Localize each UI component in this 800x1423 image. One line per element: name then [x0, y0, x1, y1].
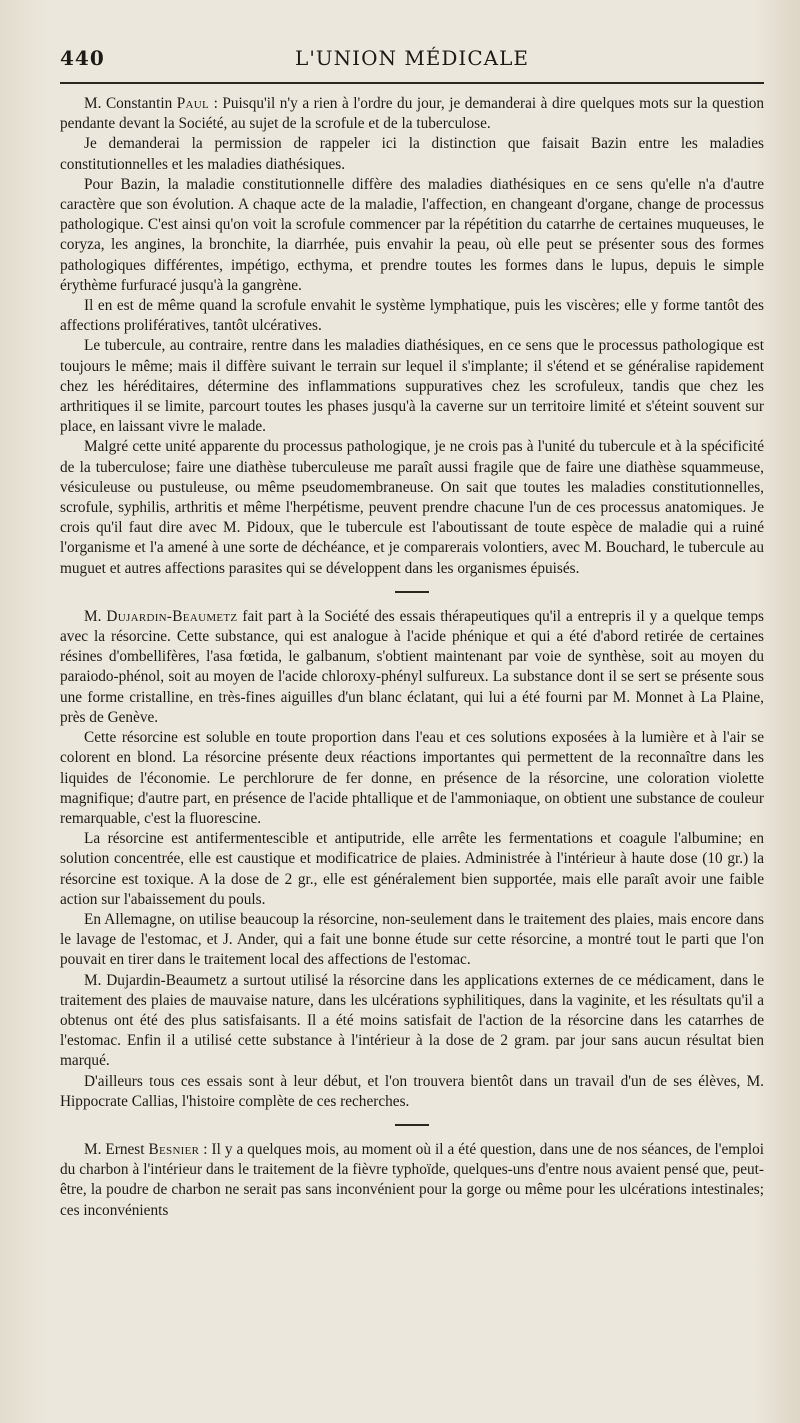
paragraph — [60, 607, 764, 728]
journal-title: L'UNION MÉDICALE — [295, 46, 529, 70]
paragraph-text: fait part à la Société des essais thérapeutiques qu'il a entrepris il y a quelque temps avec la résorcine. Cette substance, qui est analogue à l'acide phénique et qui a été d'abord retirée de certaines résines d'ombellifères, l'asa fœtida, le galbanum, s'obtient maintenant par voie de synthèse, soit au moyen du paraiodo-phénol, soit au moyen de l'acide chloroxy-phényl sulfureux. La substance dont il se sert se présente sous une forme cristalline, en très-fines aiguilles d'un blanc éclatant, qui lui a été fourni par M. Monnet à La Plaine, près de Genève. — [60, 607, 764, 726]
article-body — [60, 94, 764, 1221]
paragraph: Il en est de même quand la scrofule envahit le système lymphatique, puis les viscères; elle y forme tantôt des affections prolifératives, tantôt ulcératives. — [60, 297, 764, 335]
paragraph: M. Dujardin-Beaumetz a surtout utilisé la résorcine dans les applications externes de ce médicament, dans le traitement des plaies de mauvaise nature, dans les ulcérations syphilitiques, dans la vaginite, et les résultats qu'il a obtenus ont été des plus satisfaisants. Il a été moins satisfait de l'action de la résorcine dans les catarrhes de l'estomac. Enfin il a utilisé cette substance à l'intérieur à la dose de 2 gram. par jour sans aucun résultat bien marqué. — [60, 971, 764, 1070]
paragraph: Malgré cette unité apparente du processus pathologique, je ne crois pas à l'unité du tubercule et à la spécificité de la tuberculose; faire une diathèse tuberculeuse me paraît aussi fragile que de faire une diathèse squammeuse, vésiculeuse ou pustuleuse, ou même pseudomembraneuse. On sait que toutes les maladies constitutionnelles, scrofule, syphilis, arthritis et même l'herpétisme, peuvent prendre chacune l'un de ces processus anatomiques. Je crois qu'il faut dire avec M. Pidoux, que le tubercule est l'aboutissant de toute espèce de maladie qui a ruiné l'organisme et l'a amené à une sorte de déchéance, et je comparerais volontiers, avec M. Bouchard, le tubercule au muguet et autres affections parasites qui se développent dans les organismes épuisés. — [60, 438, 764, 577]
section-separator — [395, 591, 429, 593]
paragraph: La résorcine est antifermentescible et antiputride, elle arrête les fermentations et coagule l'albumine; en solution concentrée, elle est caustique et modificatrice de plaies. Administrée à l'intérieur à haute dose (10 gr.) la résorcine est toxique. A la dose de 2 gr., elle est généralement bien supportée, mais elle paraît avoir une faible action sur l'abaissement du pouls. — [60, 830, 764, 908]
page-number: 440 — [60, 46, 105, 70]
paragraph: D'ailleurs tous ces essais sont à leur début, et l'on trouvera bientôt dans un travail d'un de ses élèves, M. Hippocrate Callias, l'histoire complète de ces recherches. — [60, 1072, 764, 1110]
paragraph-text: : Puisqu'il n'y a rien à l'ordre du jour, je demanderai à dire quelques mots sur la question pendante devant la Société, au sujet de la scrofule et de la tuberculose. — [60, 95, 764, 133]
speaker-prefix: M. — [84, 607, 102, 625]
speaker-name: Besnier — [148, 1140, 200, 1158]
speaker-prefix: M. Ernest — [84, 1140, 145, 1158]
paragraph: En Allemagne, on utilise beaucoup la résorcine, non-seulement dans le traitement des plaies, mais encore dans le lavage de l'estomac, et J. Ander, qui a fait une bonne étude sur cette résorcine, a montré tout le parti que l'on pouvait en tirer dans le traitement local des affections de l'estomac. — [60, 910, 764, 969]
paragraph — [60, 1140, 764, 1221]
speaker-name: Dujardin-Beaumetz — [106, 607, 238, 625]
paragraph: Pour Bazin, la maladie constitutionnelle diffère des maladies diathésiques en ce sens qu'elle n'a d'autre caractère que son évolution. A chaque acte de la maladie, l'affection, en changeant d'organe, change de processus pathologique. C'est ainsi qu'on voit la scrofule commencer par la répétition du catarrhe de certaines muqueuses, le coryza, les angines, la bronchite, la diarrhée, puis envahir la peau, où elle peut se présenter sous des formes pathologiques différentes, impétigo, ecthyma, et prendre toutes les formes dans le lupus, depuis le simple érythème furfuracé jusqu'à la gangrène. — [60, 175, 764, 294]
paragraph: Le tubercule, au contraire, rentre dans les maladies diathésiques, en ce sens que le processus pathologique est toujours le même; mais il diffère suivant le terrain sur lequel il s'implante; il s'étend et se généralise rapidement chez les héréditaires, détermine des inflammations suppuratives chez les scrofuleux, tandis que chez les arthritiques il se limite, parcourt toutes les phases jusqu'à la caverne sur un territoire limité et s'éteint souvent sur place, en laissant vivre le malade. — [60, 337, 764, 436]
header-rule — [60, 82, 764, 84]
paragraph-text: : Il y a quelques mois, au moment où il a été question, dans une de nos séances, de l'emploi du charbon à l'intérieur dans le traitement de la fièvre typhoïde, quelques-uns d'entre nous avaient pensé que, peut-être, la poudre de charbon ne serait pas sans inconvénient pour la gorge ou même pour les ulcérations intestinales; ces inconvénients — [60, 1140, 764, 1219]
section-separator — [395, 1124, 429, 1126]
paragraph: Cette résorcine est soluble en toute proportion dans l'eau et ces solutions exposées à la lumière et à l'air se colorent en blond. La résorcine présente deux réactions importantes qui permettent de la reconnaître dans les liquides de l'économie. Le perchlorure de fer donne, en présence de la résorcine, une coloration violette magnifique; d'autre part, en présence de l'acide phtallique et de l'ammoniaque, on obtient une substance de couleur remarquable, c'est la fluorescine. — [60, 729, 764, 827]
paragraph — [60, 94, 764, 134]
paragraph: Je demanderai la permission de rappeler ici la distinction que faisait Bazin entre les maladies constitutionnelles et les maladies diathésiques. — [60, 135, 764, 173]
speaker-name: Paul — [176, 95, 210, 112]
page-header — [60, 42, 764, 82]
speaker-prefix: M. Constantin — [84, 95, 173, 112]
